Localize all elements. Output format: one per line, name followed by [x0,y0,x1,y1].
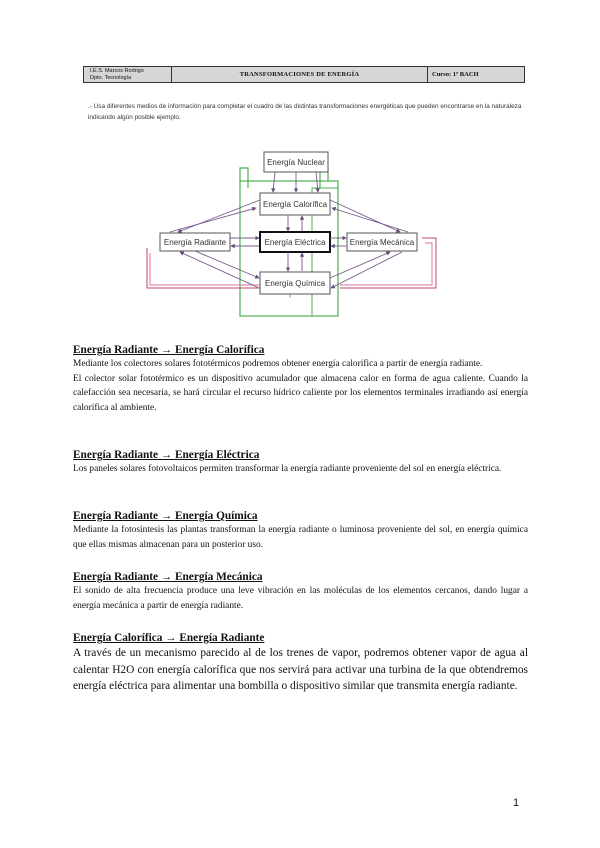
section-heading: Energía Radiante → Energía Química [73,510,258,522]
section-paragraph: Mediante la fotosíntesis las plantas transforman la energía radiante o luminosa proveniente del sol, en energía química que ellas mismas almacenan para un posterior uso. [73,525,528,550]
node-radiante: Energía Radiante [163,238,227,247]
section-radiante-quimica [73,509,528,552]
section-heading: Energía Radiante → Energía Calorífica [73,344,265,356]
node-nuclear: Energía Nuclear [267,158,325,167]
header-department: Dpto. Tecnología [90,74,132,81]
section-paragraph: Los paneles solares fotovoltaicos permiten transformar la energía radiante proveniente del sol en energía eléctrica. [73,464,502,474]
header-school [84,67,172,82]
node-quimica: Energía Química [264,279,326,288]
section-radiante-mecanica [73,570,528,613]
node-electrica: Energía Eléctrica [264,238,326,247]
instructions-text: .- Usa diferentes medios de información para completar el cuadro de las distintas transformaciones energéticas que pueden encontrarse en la naturaleza indicando algún posible ejemplo. [88,103,522,121]
energy-diagram [140,148,440,320]
section-paragraph: A través de un mecanismo parecido al de los trenes de vapor, podremos obtener vapor de agua al calentar H2O con energía calorífica que nos servirá para activar una turbina de la que obtendremos energía eléctrica para alimentar una bombilla o dispositivo similar que transmita energía radiante. [73,647,528,692]
header-course: Curso: 1º BACH [432,71,479,78]
section-heading: Energía Radiante → Energía Mecánica [73,571,263,583]
node-calorifica: Energía Calorífica [262,200,328,209]
section-paragraph: Mediante los colectores solares fototérmicos podremos obtener energía calorífica a partir de energía radiante. [73,359,483,369]
header-school-name: I.E.S. Marcos Rodrigo [90,68,144,74]
page-number: 1 [513,797,520,809]
section-paragraph: El colector solar fototérmico es un dispositivo acumulador que almacena calor en forma de agua caliente. Cuando la calefacción sea necesaria, se hará circular el recurso hídrico caliente por los elementos terminales irradiando así energía calorífica al ambiente. [73,373,528,413]
section-calorifica-radiante [73,631,528,695]
section-heading: Energía Calorífica → Energía Radiante [73,632,265,644]
document-header [83,66,525,83]
section-paragraph: El sonido de alta frecuencia produce una leve vibración en las moléculas de los elementos cercanos, dando lugar a energía mecánica a partir de energía radiante. [73,586,528,611]
node-mecanica: Energía Mecánica [349,238,415,247]
header-title: TRANSFORMACIONES DE ENERGÍA [172,67,428,82]
section-heading: Energía Radiante → Energía Eléctrica [73,449,260,461]
section-radiante-electrica [73,448,528,477]
section-radiante-calorifica [73,343,528,415]
diagram-arrows [170,172,408,288]
green-frame-line [240,168,248,188]
